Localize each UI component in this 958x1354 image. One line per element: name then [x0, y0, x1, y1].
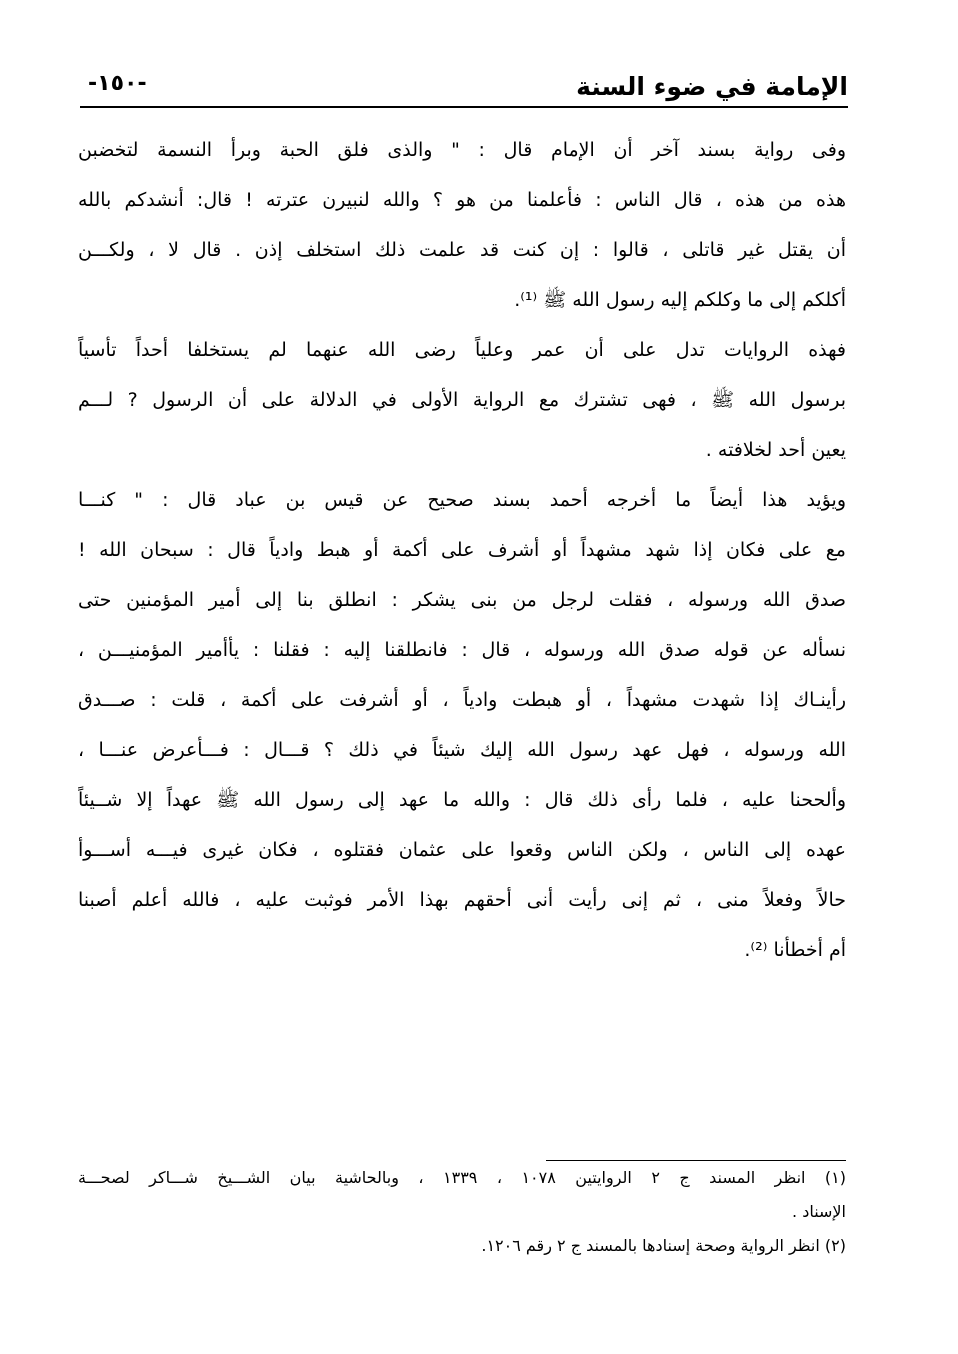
text-line: فهذه الروايات تدل على أن عمر وعلياً رضى الله عنهما لم يستخلفا أحداً تأسياً — [78, 339, 846, 361]
text-line: برسول الله ﷺ ، فهى تشترك مع الرواية الأولى في الدلالة على أن الرسول ? لـــم — [78, 389, 846, 411]
text-line: هذه من هذه ، قال الناس : فأعلمنا من هو ؟ والله لنبيرن عترته ! قال: أنشدكم بالله — [78, 189, 846, 211]
text-line: يعين أحد لخلافته . — [705, 439, 846, 461]
text-line: عهده إلى الناس ، ولكن الناس وقعوا على عثمان فقتلوه ، فكان غيرى فيـــه أســـوأ — [78, 839, 846, 861]
text-line: نسأله عن قوله صدق الله ورسوله ، قال : فانطلقنا إليه : فقلنا : يأأمير المؤمنيـــن ، — [78, 639, 846, 661]
running-title: الإمامة في ضوء السنة — [576, 72, 848, 101]
text-line: مع على فكان إذا شهد مشهداً أو أشرف على أكمة أو هبط وادياً قال : سبحان الله ! — [78, 539, 846, 561]
paragraph — [78, 125, 846, 325]
footnote — [78, 1161, 846, 1229]
text-line: وألححنا عليه ، فلما رأى ذلك قال : والله ما عهد إلى رسول الله ﷺ عهداً إلا شــيئاً — [78, 789, 846, 811]
page-header — [80, 62, 848, 108]
text-line: صدق الله ورسوله ، فقلت لرجل من بنى يشكر : انطلق بنا إلى أمير المؤمنين حتى — [78, 589, 846, 611]
text-line: أم أخطأنا ⁽²⁾. — [744, 939, 846, 961]
footnote-line: (١) انظر المسند ج ٢ الروايتين ١٠٧٨ ، ١٣٣٩ ، وبالحاشية بيان الشـــيخ شـــاكر لصحـــة — [78, 1168, 846, 1187]
text-line: حالاً وفعلاً منى ، ثم إنى رأيت أنى أحقهم بهذا الأمر فوثبت عليه ، فالله أعلم أصبنا — [78, 889, 846, 911]
footnote — [78, 1229, 846, 1263]
text-line: رأينـاك إذا شهدت مشهداً ، أو هبطت وادياً ، أو أشرفت على أكمة ، قلت : صـــدق — [78, 689, 846, 711]
paragraph — [78, 475, 846, 975]
text-line: ويؤيد هذا أيضاً ما أخرجه أحمد بسند صحيح عن قيس بن عباد قال : " كنـــا — [78, 489, 846, 511]
footnote-line: الإسناد . — [792, 1202, 846, 1221]
footnote-line: (٢) انظر الرواية وصحة إسنادها بالمسند ج ٢ رقم ١٢٠٦. — [481, 1236, 846, 1255]
main-text — [78, 125, 846, 975]
text-line: أن يقتل غير قاتلى ، قالوا : إن كنت قد علمت ذلك استخلف إذن . قال لا ، ولكـــن — [78, 239, 846, 261]
text-line: أكلكم إلى ما وكلكم إليه رسول الله ﷺ ⁽¹⁾. — [514, 289, 846, 311]
page-number: -١٥٠- — [88, 71, 147, 96]
text-line: وفى رواية بسند آخر أن الإمام قال : " والذى فلق الحبة وبرأ النسمة لتخضبن — [78, 139, 846, 161]
footnotes — [78, 1160, 846, 1263]
paragraph — [78, 325, 846, 475]
text-line: الله ورسوله ، فهل عهد رسول الله إليك شيئاً في ذلك ؟ قـــال : فـــأعرض عنـــا ، — [78, 739, 846, 761]
